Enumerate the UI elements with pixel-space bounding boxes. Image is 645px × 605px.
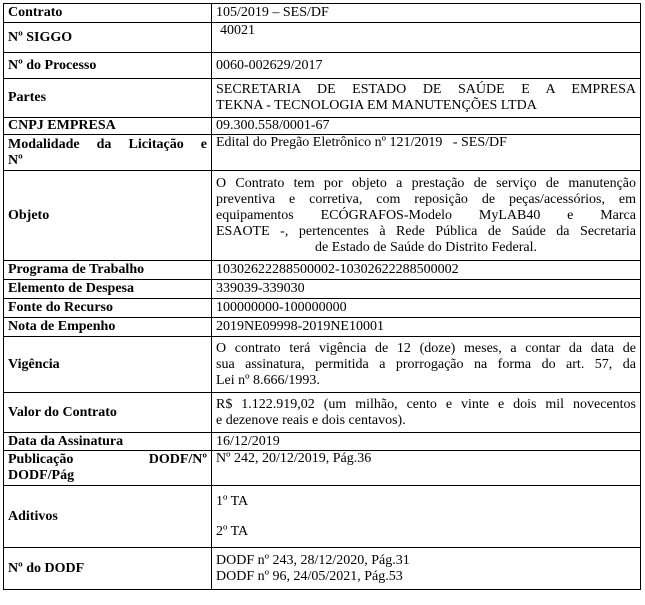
value-dodf (212, 548, 641, 590)
value-programa: 10302622288500002-10302622288500002 (212, 261, 641, 280)
publicacao-label-a: Publicação (8, 452, 74, 467)
row-elemento (4, 280, 641, 299)
label-objeto: Objeto (4, 171, 212, 261)
value-partes (212, 79, 641, 118)
value-empenho: 2019NE09998-2019NE10001 (212, 318, 641, 337)
row-siggo (4, 23, 641, 53)
objeto-line-3: equipamentos ECÓGRAFOS-Modelo MyLAB40 e Marca (216, 207, 636, 223)
row-objeto (4, 171, 641, 261)
contract-summary-table (3, 3, 641, 590)
value-fonte: 100000000-100000000 (212, 299, 641, 318)
value-modalidade: Edital do Pregão Eletrônico nº 121/2019 - SES/DF (212, 135, 641, 171)
row-valor (4, 393, 641, 433)
modalidade-label-line-1: Modalidade da Licitação e (8, 136, 207, 152)
label-valor: Valor do Contrato (4, 393, 212, 433)
row-contrato (4, 4, 641, 23)
value-valor (212, 393, 641, 433)
label-modalidade (4, 135, 212, 171)
aditivo-item-1: 1º TA (216, 493, 249, 509)
row-programa (4, 261, 641, 280)
value-aditivos (212, 486, 641, 548)
label-programa: Programa de Trabalho (4, 261, 212, 280)
row-aditivos (4, 486, 641, 548)
value-publicacao: Nº 242, 20/12/2019, Pág.36 (212, 451, 641, 486)
label-contrato: Contrato (4, 4, 212, 23)
label-elemento: Elemento de Despesa (4, 280, 212, 299)
label-fonte: Fonte do Recurso (4, 299, 212, 318)
aditivo-item-2: 2º TA (216, 523, 249, 539)
value-elemento: 339039-339030 (212, 280, 641, 299)
value-vigencia (212, 337, 641, 393)
row-empenho (4, 318, 641, 337)
row-publicacao (4, 451, 641, 486)
value-siggo: 40021 (212, 23, 641, 53)
row-fonte (4, 299, 641, 318)
row-partes (4, 79, 641, 118)
row-processo (4, 53, 641, 79)
objeto-line-5: de Estado de Saúde do Distrito Federal. (314, 239, 537, 255)
label-empenho: Nota de Empenho (4, 318, 212, 337)
publicacao-label-b: DODF/Nº (148, 452, 207, 467)
label-cnpj: CNPJ EMPRESA (4, 118, 212, 135)
partes-line-1: SECRETARIA DE ESTADO DE SAÚDE E A EMPRESA (216, 82, 636, 97)
value-processo: 0060-002629/2017 (212, 53, 641, 79)
vigencia-line-2: sua assinatura, permitida a prorrogação na forma do art. 57, da (216, 356, 636, 372)
label-siggo: Nº SIGGO (4, 23, 212, 53)
row-vigencia (4, 337, 641, 393)
vigencia-line-1: O contrato terá vigência de 12 (doze) meses, a contar da data de (216, 340, 636, 356)
label-assinatura: Data da Assinatura (4, 433, 212, 451)
vigencia-line-3: Lei nº 8.666/1993. (216, 372, 320, 388)
publicacao-label-line-2: DODF/Pág (8, 468, 75, 483)
row-assinatura (4, 433, 641, 451)
value-contrato: 105/2019 – SES/DF (212, 4, 641, 23)
label-dodf: Nº do DODF (4, 548, 212, 590)
objeto-line-2: preventiva e corretiva, com reposição de peças/acessórios, em (216, 191, 636, 207)
label-vigencia: Vigência (4, 337, 212, 393)
modalidade-label-line-2: Nº (8, 152, 23, 168)
value-cnpj: 09.300.558/0001-67 (212, 118, 641, 135)
objeto-line-1: O Contrato tem por objeto a prestação de serviço de manutenção (216, 175, 636, 191)
row-dodf (4, 548, 641, 590)
label-publicacao (4, 451, 212, 486)
dodf-item-2: DODF nº 96, 24/05/2021, Pág.53 (216, 568, 403, 584)
partes-line-2: TEKNA - TECNOLOGIA EM MANUTENÇÕES LTDA (216, 98, 537, 113)
label-processo: Nº do Processo (4, 53, 212, 79)
label-aditivos: Aditivos (4, 486, 212, 548)
dodf-item-1: DODF nº 243, 28/12/2020, Pág.31 (216, 552, 410, 568)
valor-line-1: R$ 1.122.919,02 (um milhão, cento e vinte e dois mil novecentos (216, 396, 636, 412)
value-objeto (212, 171, 641, 261)
row-cnpj (4, 118, 641, 135)
label-partes: Partes (4, 79, 212, 118)
objeto-line-4: ESAOTE -, pertencentes à Rede Pública de Saúde da Secretaria (216, 223, 636, 239)
value-assinatura: 16/12/2019 (212, 433, 641, 451)
row-modalidade (4, 135, 641, 171)
valor-line-2: e dezenove reais e dois centavos). (216, 412, 406, 428)
